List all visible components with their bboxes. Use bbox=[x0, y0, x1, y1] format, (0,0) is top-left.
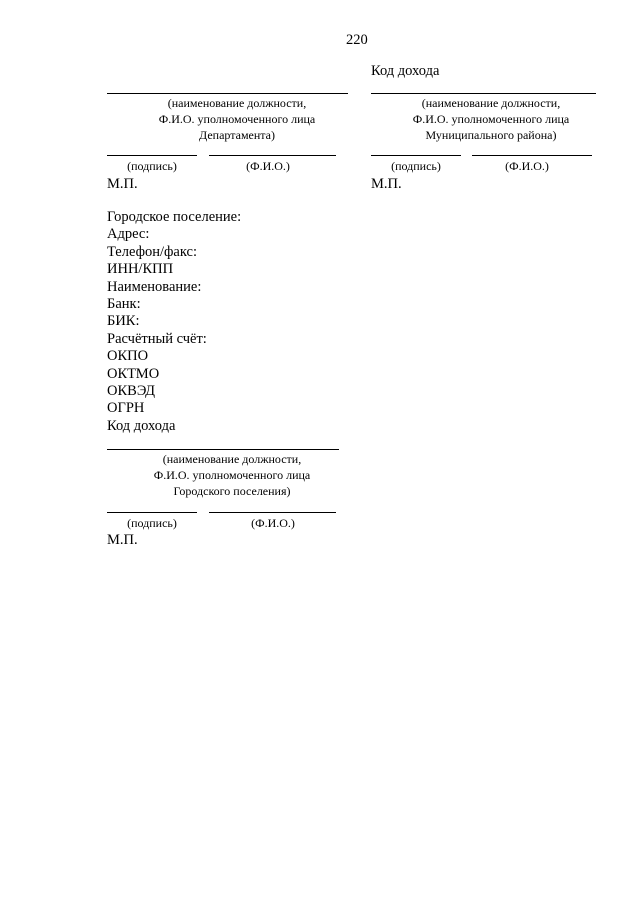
right-position-caption bbox=[371, 95, 611, 143]
settlement-name-line bbox=[209, 512, 336, 513]
settlement-detail-line: БИК: bbox=[107, 313, 140, 329]
settlement-detail-line: Городское поселение: bbox=[107, 209, 242, 225]
settlement-stamp: М.П. bbox=[107, 532, 138, 548]
right-position-caption-line: Муниципального района) bbox=[425, 128, 557, 142]
settlement-position-caption-line: Ф.И.О. уполномоченного лица bbox=[153, 468, 311, 482]
settlement-detail-line: ОКВЭД bbox=[107, 383, 156, 399]
left-stamp: М.П. bbox=[107, 176, 138, 192]
right-name-line bbox=[472, 155, 592, 156]
settlement-detail-line: Код дохода bbox=[107, 418, 176, 434]
right-stamp: М.П. bbox=[371, 176, 402, 192]
page-number: 220 bbox=[346, 32, 368, 48]
left-position-caption bbox=[107, 95, 367, 143]
settlement-detail-line: Адрес: bbox=[107, 226, 150, 242]
settlement-detail-line: Банк: bbox=[107, 296, 141, 312]
left-position-caption-line: (наименование должности, bbox=[167, 96, 307, 110]
settlement-position-caption bbox=[107, 451, 357, 499]
right-signature-caption: (подпись) bbox=[391, 159, 441, 173]
right-name-caption: (Ф.И.О.) bbox=[505, 159, 549, 173]
left-signature-caption: (подпись) bbox=[127, 159, 177, 173]
settlement-detail-line: Наименование: bbox=[107, 279, 202, 295]
right-position-caption-line: Ф.И.О. уполномоченного лица bbox=[412, 112, 570, 126]
settlement-detail-line: Расчётный счёт: bbox=[107, 331, 207, 347]
settlement-detail-line: ОКПО bbox=[107, 348, 149, 364]
right-signature-line bbox=[371, 155, 461, 156]
settlement-position-caption-line: Городского поселения) bbox=[173, 484, 291, 498]
settlement-position-caption-line: (наименование должности, bbox=[162, 452, 302, 466]
settlement-position-line bbox=[107, 449, 339, 450]
settlement-detail-line: ОГРН bbox=[107, 400, 145, 416]
left-signature-line bbox=[107, 155, 197, 156]
settlement-detail-line: ИНН/КПП bbox=[107, 261, 174, 277]
settlement-signature-line bbox=[107, 512, 197, 513]
left-name-caption: (Ф.И.О.) bbox=[246, 159, 290, 173]
settlement-name-caption: (Ф.И.О.) bbox=[251, 516, 295, 530]
left-position-caption-line: Департамента) bbox=[198, 128, 276, 142]
right-position-line bbox=[371, 93, 596, 94]
settlement-detail-line: Телефон/факс: bbox=[107, 244, 198, 260]
left-name-line bbox=[209, 155, 336, 156]
left-position-caption-line: Ф.И.О. уполномоченного лица bbox=[158, 112, 316, 126]
left-position-line bbox=[107, 93, 348, 94]
settlement-detail-line: ОКТМО bbox=[107, 366, 160, 382]
settlement-signature-caption: (подпись) bbox=[127, 516, 177, 530]
right-income-code-label: Код дохода bbox=[371, 63, 440, 79]
right-position-caption-line: (наименование должности, bbox=[421, 96, 561, 110]
